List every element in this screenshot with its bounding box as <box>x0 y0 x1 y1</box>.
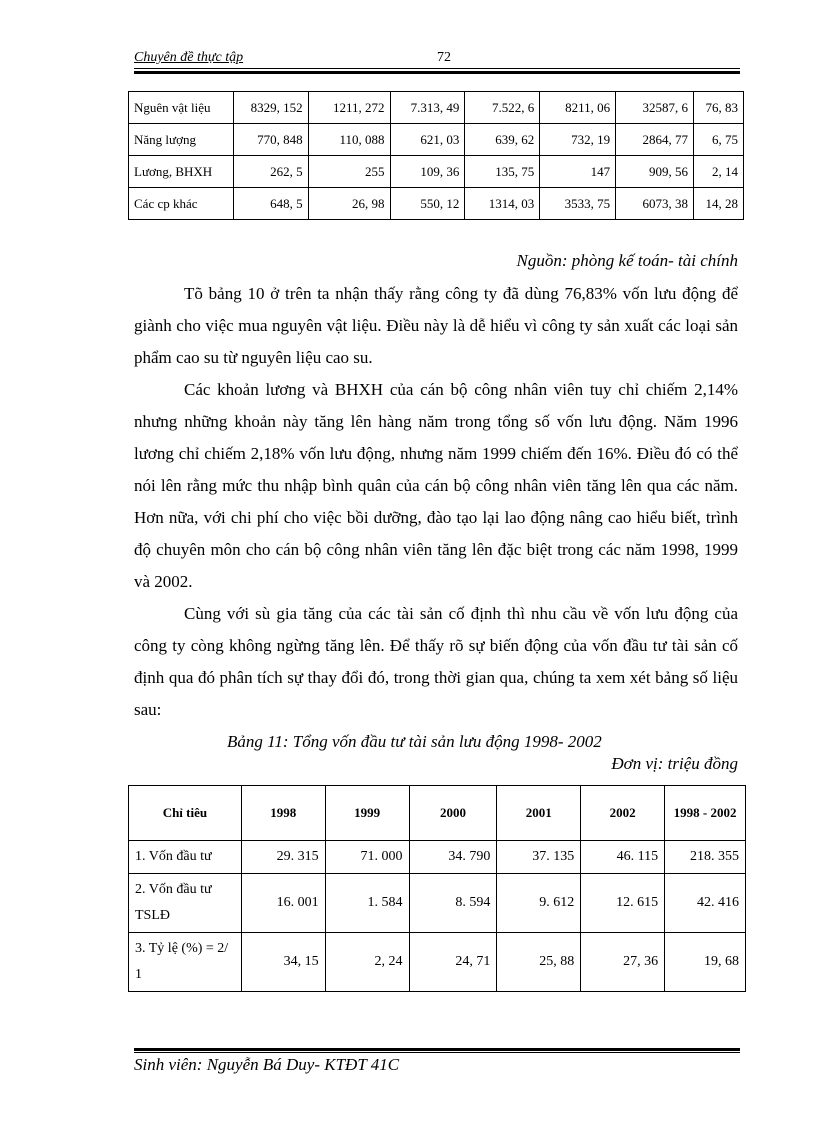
column-header: 2001 <box>497 786 581 841</box>
cell: 218. 355 <box>665 841 746 874</box>
cell: 32587, 6 <box>616 92 694 124</box>
row-label: Nguên vật liệu <box>129 92 234 124</box>
table-row <box>129 124 744 156</box>
cell: 6, 75 <box>694 124 744 156</box>
cell: 1314, 03 <box>465 188 540 220</box>
cell: 34. 790 <box>409 841 497 874</box>
cell: 25, 88 <box>497 933 581 992</box>
cell: 909, 56 <box>616 156 694 188</box>
cell: 621, 03 <box>390 124 465 156</box>
cell: 7.522, 6 <box>465 92 540 124</box>
row-label: Năng lượng <box>129 124 234 156</box>
cell: 147 <box>540 156 616 188</box>
cell: 76, 83 <box>694 92 744 124</box>
table-header-row <box>129 786 746 841</box>
table-row <box>129 92 744 124</box>
cell: 8329, 152 <box>233 92 308 124</box>
cell: 8211, 06 <box>540 92 616 124</box>
cell: 550, 12 <box>390 188 465 220</box>
row-label: 3. Tỷ lệ (%) = 2/ 1 <box>129 933 242 992</box>
table-row <box>129 156 744 188</box>
cell: 2864, 77 <box>616 124 694 156</box>
cell: 770, 848 <box>233 124 308 156</box>
cell: 1211, 272 <box>308 92 390 124</box>
cell: 24, 71 <box>409 933 497 992</box>
investment-table <box>128 785 746 992</box>
row-label: Lương, BHXH <box>129 156 234 188</box>
footer-rule-thin <box>134 1052 740 1053</box>
cell: 71. 000 <box>325 841 409 874</box>
footer-rule-thick <box>134 1048 740 1051</box>
cell: 110, 088 <box>308 124 390 156</box>
column-header: 2002 <box>581 786 665 841</box>
paragraph-1: Tõ bảng 10 ở trên ta nhận thấy rằng công ty đã dùng 76,83% vốn lưu động để giành cho việc mua nguyên vật liệu. Điều này là dễ hiểu vì công ty sản xuất các loại sản phẩm cao su từ nguyên liệu cao su. <box>134 284 738 367</box>
column-header: 1998 - 2002 <box>665 786 746 841</box>
cell: 255 <box>308 156 390 188</box>
cell: 109, 36 <box>390 156 465 188</box>
row-label: 1. Vốn đầu tư <box>129 841 242 874</box>
cell: 12. 615 <box>581 874 665 933</box>
cell: 34, 15 <box>241 933 325 992</box>
column-header: 2000 <box>409 786 497 841</box>
column-header: 1999 <box>325 786 409 841</box>
row-label: Các cp khác <box>129 188 234 220</box>
cell: 7.313, 49 <box>390 92 465 124</box>
cell: 16. 001 <box>241 874 325 933</box>
cell: 37. 135 <box>497 841 581 874</box>
cell: 29. 315 <box>241 841 325 874</box>
cell: 6073, 38 <box>616 188 694 220</box>
footer-student: Sinh viên: Nguyễn Bá Duy- KTĐT 41C <box>134 1055 400 1074</box>
cell: 2, 14 <box>694 156 744 188</box>
cell: 1. 584 <box>325 874 409 933</box>
cell: 2, 24 <box>325 933 409 992</box>
header-rule-thick <box>134 71 740 74</box>
row-label: 2. Vốn đầu tư TSLĐ <box>129 874 242 933</box>
cell: 19, 68 <box>665 933 746 992</box>
cell: 42. 416 <box>665 874 746 933</box>
table-row <box>129 933 746 992</box>
paragraph-2: Các khoản lương và BHXH của cán bộ công nhân viên tuy chỉ chiếm 2,14% nhưng những khoản này tăng lên hàng năm trong tổng số vốn lưu động. Năm 1996 lương chỉ chiếm 2,18% vốn lưu động, nhưng năm 1999 chiếm đến 16%. Điều đó có thể nói lên rằng mức thu nhập bình quân của cán bộ công nhân viên tăng lên qua các năm. Hơn nữa, với chi phí cho việc bồi dưỡng, đào tạo lại lao động nâng cao hiểu biết, trình độ chuyên môn cho cán bộ công nhân viên tăng lên đặc biệt trong các năm 1998, 1999 và 2002. <box>134 380 738 591</box>
cell: 26, 98 <box>308 188 390 220</box>
cell: 3533, 75 <box>540 188 616 220</box>
cell: 46. 115 <box>581 841 665 874</box>
cost-structure-table <box>128 91 744 220</box>
column-header: Chỉ tiêu <box>129 786 242 841</box>
table-unit: Đơn vị: triệu đồng <box>611 754 738 773</box>
cell: 27, 36 <box>581 933 665 992</box>
table-row <box>129 188 744 220</box>
table-row <box>129 874 746 933</box>
cell: 135, 75 <box>465 156 540 188</box>
page-number: 72 <box>437 50 451 65</box>
cell: 9. 612 <box>497 874 581 933</box>
column-header: 1998 <box>241 786 325 841</box>
cell: 639, 62 <box>465 124 540 156</box>
cell: 14, 28 <box>694 188 744 220</box>
cell: 648, 5 <box>233 188 308 220</box>
source-note: Nguồn: phòng kế toán- tài chính <box>516 251 738 270</box>
table-row <box>129 841 746 874</box>
header-rule-thin <box>134 68 740 69</box>
cell: 732, 19 <box>540 124 616 156</box>
cell: 8. 594 <box>409 874 497 933</box>
header-title: Chuyên đề thực tập <box>134 50 244 65</box>
paragraph-3: Cùng với sù gia tăng của các tài sản cố định thì nhu cầu về vốn lưu động của công ty còng không ngừng tăng lên. Để thấy rõ sự biến động của vốn đầu tư tài sản cố định qua đó phân tích sự thay đổi đó, trong thời gian qua, chúng ta xem xét bảng số liệu sau: <box>134 604 738 719</box>
cell: 262, 5 <box>233 156 308 188</box>
table-caption: Bảng 11: Tổng vốn đầu tư tài sản lưu động 1998- 2002 <box>227 732 602 751</box>
